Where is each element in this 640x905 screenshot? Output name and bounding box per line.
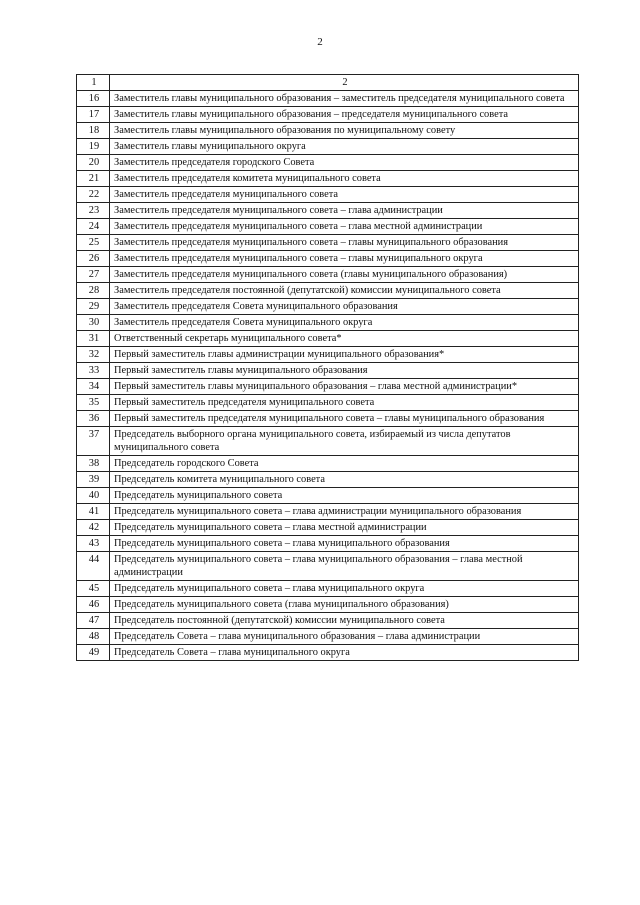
row-number: 30 [77,315,110,331]
row-number: 38 [77,456,110,472]
row-number: 35 [77,395,110,411]
table-row [77,123,579,139]
row-number: 37 [77,427,110,456]
position-title: Председатель муниципального совета – глава муниципального образования – глава местной администрации [110,552,579,581]
table-row [77,235,579,251]
position-title: Председатель муниципального совета – глава муниципального образования [110,536,579,552]
header-cell-title: 2 [110,75,579,91]
position-title: Председатель постоянной (депутатской) комиссии муниципального совета [110,613,579,629]
table-row [77,91,579,107]
table-row [77,219,579,235]
row-number: 24 [77,219,110,235]
table-row [77,139,579,155]
row-number: 20 [77,155,110,171]
row-number: 41 [77,504,110,520]
position-title: Первый заместитель главы муниципального образования [110,363,579,379]
row-number: 47 [77,613,110,629]
position-title: Заместитель председателя муниципального совета (главы муниципального образования) [110,267,579,283]
position-title: Заместитель главы муниципального образования – председателя муниципального совета [110,107,579,123]
table-row [77,107,579,123]
table-row [77,331,579,347]
position-title: Первый заместитель главы муниципального образования – глава местной администрации* [110,379,579,395]
position-title: Председатель муниципального совета – глава администрации муниципального образования [110,504,579,520]
row-number: 48 [77,629,110,645]
position-title: Заместитель председателя Совета муниципального округа [110,315,579,331]
table-row [77,552,579,581]
table-row [77,456,579,472]
table-row [77,203,579,219]
position-title: Заместитель председателя Совета муниципального образования [110,299,579,315]
position-title: Председатель муниципального совета [110,488,579,504]
position-title: Заместитель главы муниципального округа [110,139,579,155]
table-row [77,427,579,456]
row-number: 17 [77,107,110,123]
table-row [77,488,579,504]
row-number: 16 [77,91,110,107]
position-title: Заместитель председателя муниципального совета – главы муниципального образования [110,235,579,251]
positions-table [76,74,579,661]
position-title: Председатель муниципального совета – глава местной администрации [110,520,579,536]
table-row [77,283,579,299]
row-number: 31 [77,331,110,347]
table-row [77,347,579,363]
table-row [77,251,579,267]
position-title: Заместитель председателя муниципального совета [110,187,579,203]
row-number: 40 [77,488,110,504]
row-number: 33 [77,363,110,379]
row-number: 19 [77,139,110,155]
position-title: Первый заместитель председателя муниципального совета [110,395,579,411]
row-number: 32 [77,347,110,363]
row-number: 18 [77,123,110,139]
row-number: 26 [77,251,110,267]
row-number: 28 [77,283,110,299]
position-title: Председатель комитета муниципального совета [110,472,579,488]
row-number: 34 [77,379,110,395]
table-row [77,472,579,488]
row-number: 42 [77,520,110,536]
position-title: Председатель выборного органа муниципального совета, избираемый из числа депутатов муниципального совета [110,427,579,456]
row-number: 49 [77,645,110,661]
table-row [77,267,579,283]
row-number: 46 [77,597,110,613]
position-title: Ответственный секретарь муниципального совета* [110,331,579,347]
table-row [77,504,579,520]
table-row [77,315,579,331]
table-row [77,155,579,171]
table-row [77,363,579,379]
table-row [77,411,579,427]
row-number: 22 [77,187,110,203]
table-row [77,171,579,187]
table-header-row [77,75,579,91]
row-number: 39 [77,472,110,488]
position-title: Заместитель главы муниципального образования по муниципальному совету [110,123,579,139]
table-row [77,187,579,203]
table-row [77,645,579,661]
row-number: 29 [77,299,110,315]
row-number: 27 [77,267,110,283]
position-title: Заместитель председателя городского Совета [110,155,579,171]
row-number: 45 [77,581,110,597]
row-number: 23 [77,203,110,219]
page-number: 2 [317,36,323,48]
table-row [77,299,579,315]
row-number: 44 [77,552,110,581]
row-number: 25 [77,235,110,251]
table-row [77,379,579,395]
position-title: Председатель Совета – глава муниципального округа [110,645,579,661]
position-title: Председатель Совета – глава муниципального образования – глава администрации [110,629,579,645]
position-title: Заместитель председателя муниципального совета – глава администрации [110,203,579,219]
table-row [77,395,579,411]
row-number: 21 [77,171,110,187]
position-title: Первый заместитель главы администрации муниципального образования* [110,347,579,363]
row-number: 43 [77,536,110,552]
table-row [77,536,579,552]
table-body [77,75,579,661]
table-row [77,520,579,536]
row-number: 36 [77,411,110,427]
header-cell-number: 1 [77,75,110,91]
position-title: Председатель муниципального совета (глава муниципального образования) [110,597,579,613]
position-title: Заместитель председателя муниципального совета – глава местной администрации [110,219,579,235]
position-title: Первый заместитель председателя муниципального совета – главы муниципального образования [110,411,579,427]
table-row [77,629,579,645]
position-title: Заместитель главы муниципального образования – заместитель председателя муниципального совета [110,91,579,107]
table-row [77,581,579,597]
table-row [77,613,579,629]
position-title: Председатель городского Совета [110,456,579,472]
position-title: Заместитель председателя муниципального совета – главы муниципального округа [110,251,579,267]
table-row [77,597,579,613]
position-title: Заместитель председателя постоянной (депутатской) комиссии муниципального совета [110,283,579,299]
position-title: Заместитель председателя комитета муниципального совета [110,171,579,187]
position-title: Председатель муниципального совета – глава муниципального округа [110,581,579,597]
